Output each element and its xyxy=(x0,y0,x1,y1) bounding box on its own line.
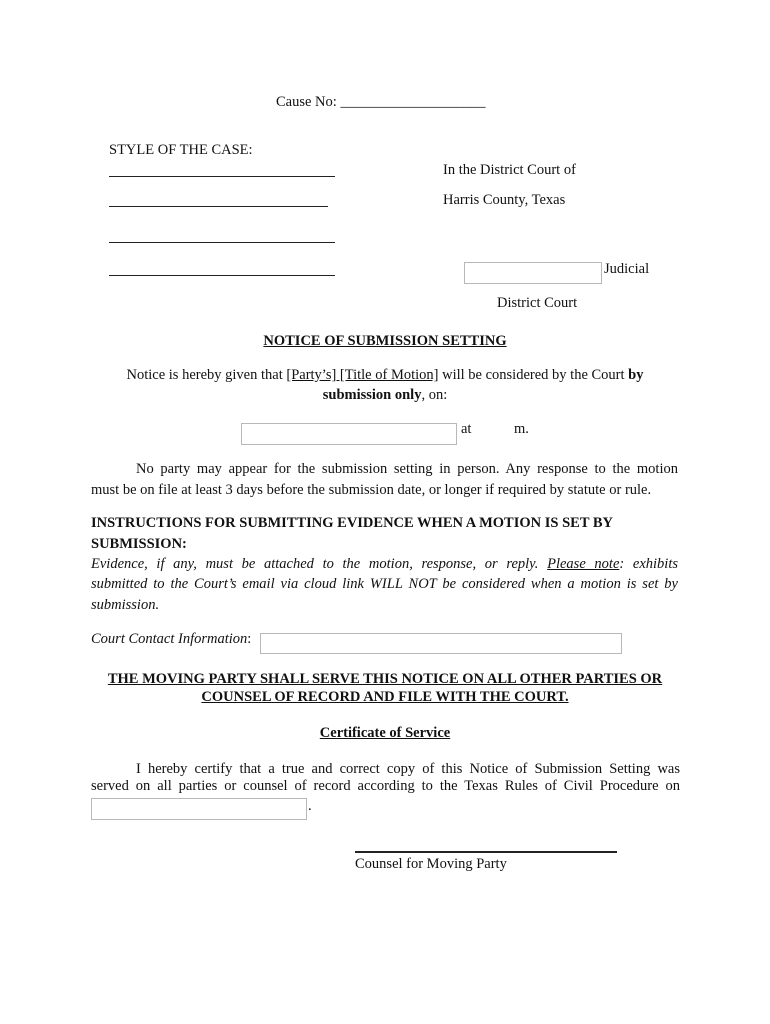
court-contact-colon: : xyxy=(247,631,252,647)
submission-date-field[interactable] xyxy=(241,423,457,445)
instructions-line-3: submission. xyxy=(91,597,160,613)
style-line-2 xyxy=(109,206,328,207)
service-date-field[interactable] xyxy=(91,798,307,820)
certificate-line-1: I hereby certify that a true and correct copy of this Notice of Submission Setting was xyxy=(136,761,680,777)
style-of-case-label: STYLE OF THE CASE: xyxy=(109,142,253,158)
serve-notice-line-1: THE MOVING PARTY SHALL SERVE THIS NOTICE ON ALL OTHER PARTIES OR xyxy=(107,671,663,687)
court-contact-label: Court Contact Information xyxy=(91,631,248,647)
cause-label: Cause No: xyxy=(276,94,341,110)
instructions-line-2: submitted to the Court’s email via cloud link WILL NOT be considered when a motion is set by xyxy=(91,576,678,592)
notice-prefix: Notice is hereby given that xyxy=(126,367,287,383)
signature-line xyxy=(355,851,617,853)
certificate-period: . xyxy=(308,798,312,814)
meridiem-label: m. xyxy=(514,421,529,437)
notice-line-2 xyxy=(0,387,770,404)
signature-label: Counsel for Moving Party xyxy=(355,856,507,872)
instructions-heading-2: SUBMISSION: xyxy=(91,536,187,552)
cause-blank: ____________________ xyxy=(340,94,486,110)
certificate-line-2: served on all parties or counsel of record according to the Texas Rules of Civil Procedure on xyxy=(91,778,680,794)
notice-middle: will be considered by the Court xyxy=(438,367,629,383)
style-line-4 xyxy=(109,275,335,276)
instructions-line-1b: : exhibits xyxy=(619,556,679,572)
district-court-label: District Court xyxy=(497,295,578,311)
no-party-line-2: must be on file at least 3 days before the submission date, or longer if required by statute or rule. xyxy=(91,482,652,498)
cause-number xyxy=(276,94,485,111)
document-title: NOTICE OF SUBMISSION SETTING xyxy=(263,333,507,349)
notice-line-1 xyxy=(0,367,770,384)
court-contact-label-wrap xyxy=(91,631,251,648)
court-contact-field[interactable] xyxy=(260,633,622,654)
serve-notice-line-2: COUNSEL OF RECORD AND FILE WITH THE COURT. xyxy=(201,689,569,705)
please-note: Please note xyxy=(547,556,620,572)
no-party-line-1: No party may appear for the submission setting in person. Any response to the motion xyxy=(136,461,678,477)
instructions-heading-1: INSTRUCTIONS FOR SUBMITTING EVIDENCE WHEN A MOTION IS SET BY xyxy=(91,515,613,531)
instructions-line-1 xyxy=(91,556,678,573)
style-line-3 xyxy=(109,242,335,243)
instructions-line-1a: Evidence, if any, must be attached to the motion, response, or reply. xyxy=(91,556,548,572)
notice-submission-only: submission only xyxy=(322,387,422,403)
judicial-label: Judicial xyxy=(604,261,650,277)
style-line-1 xyxy=(109,176,335,177)
court-line-2: Harris County, Texas xyxy=(443,192,566,208)
notice-by: by xyxy=(628,367,644,383)
judicial-district-field[interactable] xyxy=(464,262,602,284)
certificate-title: Certificate of Service xyxy=(319,725,451,741)
notice-suffix: , on: xyxy=(421,387,448,403)
notice-party-motion: [Party’s] [Title of Motion] xyxy=(286,367,439,383)
court-line-1: In the District Court of xyxy=(443,162,576,178)
at-label: at xyxy=(461,421,472,437)
